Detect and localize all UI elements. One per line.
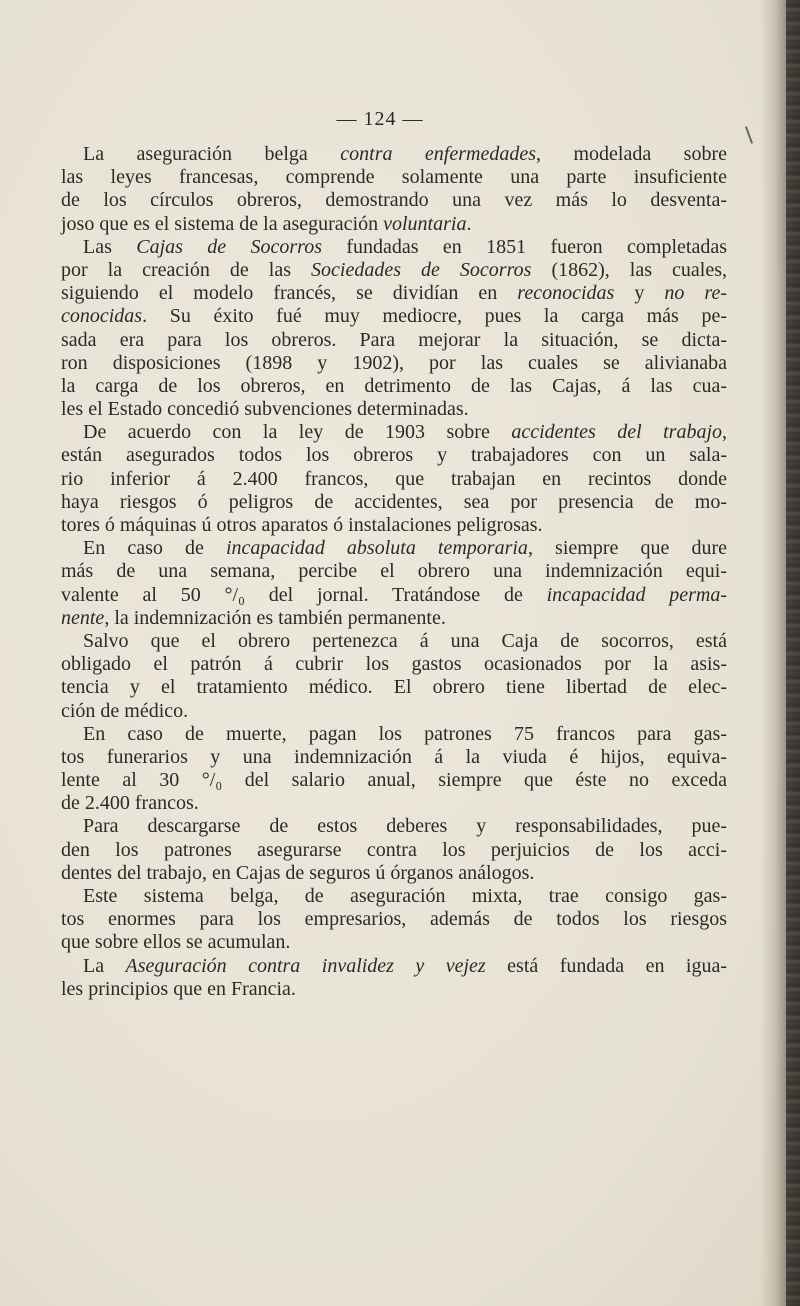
italic-span: accidentes del trabajo <box>511 421 723 444</box>
text-line <box>61 329 727 352</box>
text-span: , siempre que dure <box>527 537 727 560</box>
text-line <box>61 700 727 723</box>
text-span: por la creación de las <box>61 258 312 281</box>
text-span: , modelada sobre <box>536 143 727 165</box>
text-line <box>61 955 727 978</box>
text-span: de 2.400 francos. <box>61 792 199 815</box>
text-span: siguiendo el modelo francés, se dividían en <box>61 282 518 305</box>
text-span: tos enormes para los empresarios, además de todos los riesgos <box>61 908 727 931</box>
text-span: ron disposiciones (1898 y 1902), por las cuales se alivianaba <box>61 351 727 374</box>
text-span: tos funerarios y una indemnización á la viuda é hijos, equiva- <box>61 745 727 768</box>
text-line <box>61 305 727 328</box>
text-span: fundadas en 1851 fueron completadas <box>321 235 727 258</box>
text-span: Salvo que el obrero pertenezca á una Caja de socorros, está <box>83 629 727 652</box>
italic-span: reconocidas <box>517 282 615 305</box>
text-span: den los patrones asegurarse contra los perjuicios de los acci- <box>61 838 727 861</box>
text-line <box>61 862 727 885</box>
italic-span: Sociedades de Socorros <box>311 258 532 281</box>
text-span: ción de médico. <box>61 699 189 722</box>
text-line <box>61 421 727 444</box>
text-span: Para descargarse de estos deberes y responsabilidades, pue- <box>83 815 727 838</box>
italic-span: conocidas <box>61 305 143 328</box>
text-span: dentes del trabajo, en Cajas de seguros ú órganos análogos. <box>61 861 535 884</box>
italic-span: incapacidad perma- <box>546 583 727 606</box>
text-span: rio inferior á 2.400 francos, que trabajan en recintos donde <box>61 467 727 490</box>
text-span: En caso de muerte, pagan los patrones 75 francos para gas- <box>83 722 727 745</box>
text-span: Este sistema belga, de aseguración mixta, trae consigo gas- <box>83 885 727 907</box>
text-span: más de una semana, percibe el obrero una indemnización equi- <box>61 560 727 583</box>
text-span: lente al 30 <box>61 769 202 792</box>
text-line <box>61 676 727 699</box>
italic-span: nente <box>61 606 105 629</box>
text-span: y <box>614 282 665 305</box>
text-span: de los círculos obreros, demostrando una vez más lo desventa- <box>61 189 727 212</box>
text-line <box>61 282 727 305</box>
text-line <box>61 189 727 212</box>
italic-span: no re- <box>664 282 728 305</box>
text-line <box>61 491 727 514</box>
italic-span: voluntaria <box>383 212 467 235</box>
text-line <box>61 584 727 607</box>
page-edge-shadow <box>786 0 800 1306</box>
body-text <box>61 143 727 1001</box>
text-span: del jornal. Tratándose de <box>245 583 547 606</box>
text-span: está fundada en igua- <box>485 954 727 977</box>
text-line <box>61 839 727 862</box>
percent-sign: °/₀ <box>224 583 246 606</box>
text-span: están asegurados todos los obreros y trabajadores con un sala- <box>61 444 727 467</box>
text-span: tencia y el tratamiento médico. El obrero tiene libertad de elec- <box>61 676 727 699</box>
text-line <box>61 630 727 653</box>
text-line <box>61 607 727 630</box>
text-line <box>61 444 727 467</box>
text-span: les principios que en Francia. <box>61 977 296 1000</box>
text-span: De acuerdo con la ley de 1903 sobre <box>83 421 512 444</box>
text-line <box>61 792 727 815</box>
text-span: , <box>722 421 728 444</box>
text-line <box>61 723 727 746</box>
text-line <box>61 537 727 560</box>
text-line <box>61 259 727 282</box>
text-span: , la indemnización es también permanente. <box>104 606 446 629</box>
text-span: les el Estado concedió subvenciones determinadas. <box>61 398 469 421</box>
text-span: la carga de los obreros, en detrimento de las Cajas, á las cua- <box>61 374 727 397</box>
text-line <box>61 468 727 491</box>
text-line <box>61 978 727 1001</box>
text-span: del salario anual, siempre que éste no exceda <box>222 769 727 792</box>
text-line <box>61 143 727 166</box>
text-span: Las <box>83 235 137 258</box>
text-span: valente al 50 <box>61 583 225 606</box>
text-line <box>61 769 727 792</box>
text-span: . <box>466 212 472 235</box>
text-line <box>61 908 727 931</box>
text-line <box>61 352 727 375</box>
text-span: obligado el patrón á cubrir los gastos ocasionados por la asis- <box>61 653 727 676</box>
text-span: (1862), las cuales, <box>531 258 727 281</box>
page-number: — 124 — <box>336 108 424 130</box>
text-line <box>61 885 727 908</box>
text-line <box>61 931 727 954</box>
text-span: las leyes francesas, comprende solamente una parte insuficiente <box>61 166 727 189</box>
text-span: . Su éxito fué muy mediocre, pues la carga más pe- <box>142 305 727 328</box>
text-line <box>61 653 727 676</box>
percent-sign: °/₀ <box>201 769 223 792</box>
text-span: sada era para los obreros. Para mejorar la situación, se dicta- <box>61 328 727 351</box>
text-span: tores ó máquinas ú otros aparatos ó instalaciones peligrosas. <box>61 514 543 536</box>
text-line <box>61 560 727 583</box>
italic-span: Cajas de Socorros <box>136 235 322 258</box>
text-line <box>61 514 727 537</box>
text-span: joso que es el sistema de la aseguración <box>61 212 384 235</box>
text-line <box>61 213 727 236</box>
italic-span: incapacidad absoluta temporaria <box>225 537 528 560</box>
text-line <box>61 815 727 838</box>
text-span: La <box>83 954 126 977</box>
text-span: En caso de <box>83 537 226 560</box>
text-line <box>61 166 727 189</box>
text-span: La aseguración belga <box>83 143 341 165</box>
italic-span: contra enfermedades <box>340 143 537 165</box>
text-line <box>61 398 727 421</box>
text-span: que sobre ellos se acumulan. <box>61 931 291 954</box>
text-line <box>61 375 727 398</box>
text-span: haya riesgos ó peligros de accidentes, sea por presencia de mo- <box>61 490 727 513</box>
text-line <box>61 746 727 769</box>
text-line <box>61 236 727 259</box>
italic-span: Aseguración contra invalidez y vejez <box>125 954 486 977</box>
